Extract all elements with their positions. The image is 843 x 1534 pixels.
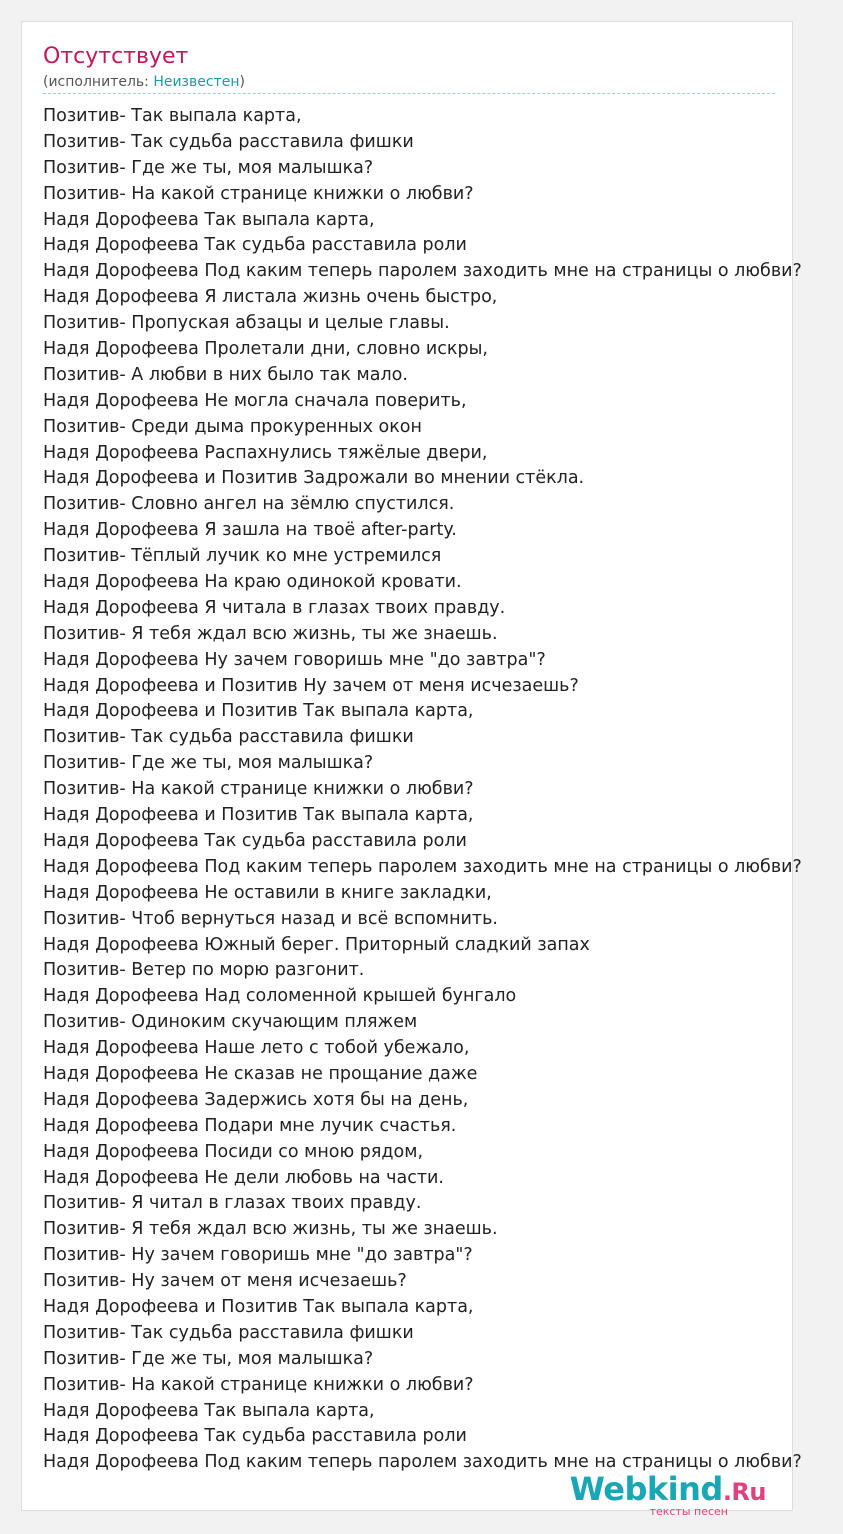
lyric-line: Позитив- На какой странице книжки о любви?	[43, 779, 474, 800]
title-divider	[43, 93, 775, 94]
lyrics-card	[21, 21, 802, 1518]
lyric-line: Надя Дорофеева Я читала в глазах твоих правду.	[43, 597, 506, 618]
artist-line	[43, 73, 245, 91]
lyric-line: Надя Дорофеева Так выпала карта,	[43, 1400, 375, 1421]
lyric-line: Надя Дорофеева Не могла сначала поверить,	[43, 390, 467, 411]
lyric-line: Позитив- Так судьба расставила фишки	[43, 727, 414, 748]
lyric-line: Позитив- Я тебя ждал всю жизнь, ты же знаешь.	[43, 623, 498, 644]
lyric-line: Надя Дорофеева Ну зачем говоришь мне "до завтра"?	[43, 649, 546, 670]
lyric-line: Надя Дорофеева Я зашла на твоё after-party.	[43, 520, 457, 541]
lyric-line: Позитив- Ветер по морю разгонит.	[43, 960, 365, 981]
lyric-line: Надя Дорофеева Под каким теперь паролем заходить мне на страницы о любви?	[43, 1452, 802, 1473]
lyric-line: Позитив- На какой странице книжки о любви?	[43, 1374, 474, 1395]
lyric-line: Надя Дорофеева Так судьба расставила роли	[43, 1426, 467, 1447]
lyric-line: Позитив- Ну зачем говоришь мне "до завтра"?	[43, 1245, 473, 1266]
lyric-line: Надя Дорофеева и Позитив Так выпала карта,	[43, 1296, 474, 1317]
watermark-tagline: тексты песен	[649, 1505, 728, 1518]
lyric-line: Надя Дорофеева Под каким теперь паролем заходить мне на страницы о любви?	[43, 856, 802, 877]
lyric-line: Позитив- Где же ты, моя малышка?	[43, 157, 374, 178]
lyric-line: Позитив- Так выпала карта,	[43, 106, 302, 126]
lyric-line: Позитив- Где же ты, моя малышка?	[43, 753, 374, 774]
lyric-line: Позитив- А любви в них было так мало.	[43, 364, 408, 385]
lyric-line: Надя Дорофеева Задержись хотя бы на день,	[43, 1089, 469, 1110]
lyric-line: Позитив- Словно ангел на зёмлю спустился.	[43, 494, 455, 515]
lyric-line: Позитив- Так судьба расставила фишки	[43, 131, 414, 152]
lyric-line: Надя Дорофеева Так судьба расставила роли	[43, 830, 467, 851]
lyric-line: Надя Дорофеева Не дели любовь на части.	[43, 1167, 444, 1188]
lyric-line: Надя Дорофеева и Позитив Задрожали во мнении стёкла.	[43, 468, 585, 489]
lyric-line: Позитив- Пропуская абзацы и целые главы.	[43, 313, 450, 334]
lyric-line: Позитив- Ну зачем от меня исчезаешь?	[43, 1271, 407, 1292]
site-watermark	[570, 1472, 766, 1518]
lyric-line: Позитив- Где же ты, моя малышка?	[43, 1348, 374, 1369]
lyric-line: Позитив- Я тебя ждал всю жизнь, ты же знаешь.	[43, 1219, 498, 1240]
lyric-line: Надя Дорофеева Посиди со мною рядом,	[43, 1141, 424, 1162]
lyric-line: Позитив- Так судьба расставила фишки	[43, 1322, 414, 1343]
lyric-line: Надя Дорофеева Так выпала карта,	[43, 209, 375, 230]
lyric-line: Позитив- Одиноким скучающим пляжем	[43, 1012, 418, 1033]
lyric-line: Надя Дорофеева и Позитив Ну зачем от меня исчезаешь?	[43, 675, 579, 696]
lyric-line: Надя Дорофеева и Позитив Так выпала карта,	[43, 701, 474, 722]
lyrics-text	[43, 104, 843, 1476]
watermark-tld: .Ru	[722, 1478, 766, 1506]
lyric-line: Надя Дорофеева Под каким теперь паролем заходить мне на страницы о любви?	[43, 261, 802, 282]
lyric-line: Надя Дорофеева Так судьба расставила роли	[43, 235, 467, 256]
lyric-line: Надя Дорофеева На краю одинокой кровати.	[43, 572, 462, 593]
lyric-line: Надя Дорофеева Пролетали дни, словно искры,	[43, 339, 488, 360]
lyric-line: Надя Дорофеева Над соломенной крышей бунгало	[43, 986, 517, 1007]
lyric-line: Надя Дорофеева Подари мне лучик счастья.	[43, 1115, 457, 1136]
lyric-line: Позитив- Я читал в глазах твоих правду.	[43, 1193, 422, 1214]
lyric-line: Позитив- Тёплый лучик ко мне устремился	[43, 546, 442, 567]
lyric-line: Надя Дорофеева и Позитив Так выпала карта,	[43, 805, 474, 826]
song-title: Отсутствует	[43, 44, 189, 69]
watermark-brand: Webkind	[569, 1470, 723, 1508]
artist-suffix: )	[239, 74, 245, 90]
lyric-line: Надя Дорофеева Распахнулись тяжёлые двери,	[43, 442, 488, 463]
lyric-line: Надя Дорофеева Наше лето с тобой убежало,	[43, 1038, 470, 1059]
lyric-line: Надя Дорофеева Я листала жизнь очень быстро,	[43, 287, 498, 308]
watermark-logo	[570, 1472, 766, 1509]
lyric-line: Надя Дорофеева Южный берег. Приторный сладкий запах	[43, 934, 590, 955]
lyric-line: Надя Дорофеева Не сказав не прощание даже	[43, 1063, 478, 1084]
lyric-line: Надя Дорофеева Не оставили в книге закладки,	[43, 882, 492, 903]
lyric-line: Позитив- Среди дыма прокуренных окон	[43, 416, 422, 437]
artist-prefix: (исполнитель:	[43, 74, 154, 90]
lyric-line: Позитив- На какой странице книжки о любви?	[43, 183, 474, 204]
artist-link[interactable]: Неизвестен	[153, 74, 240, 90]
lyric-line: Позитив- Чтоб вернуться назад и всё вспомнить.	[43, 908, 498, 929]
